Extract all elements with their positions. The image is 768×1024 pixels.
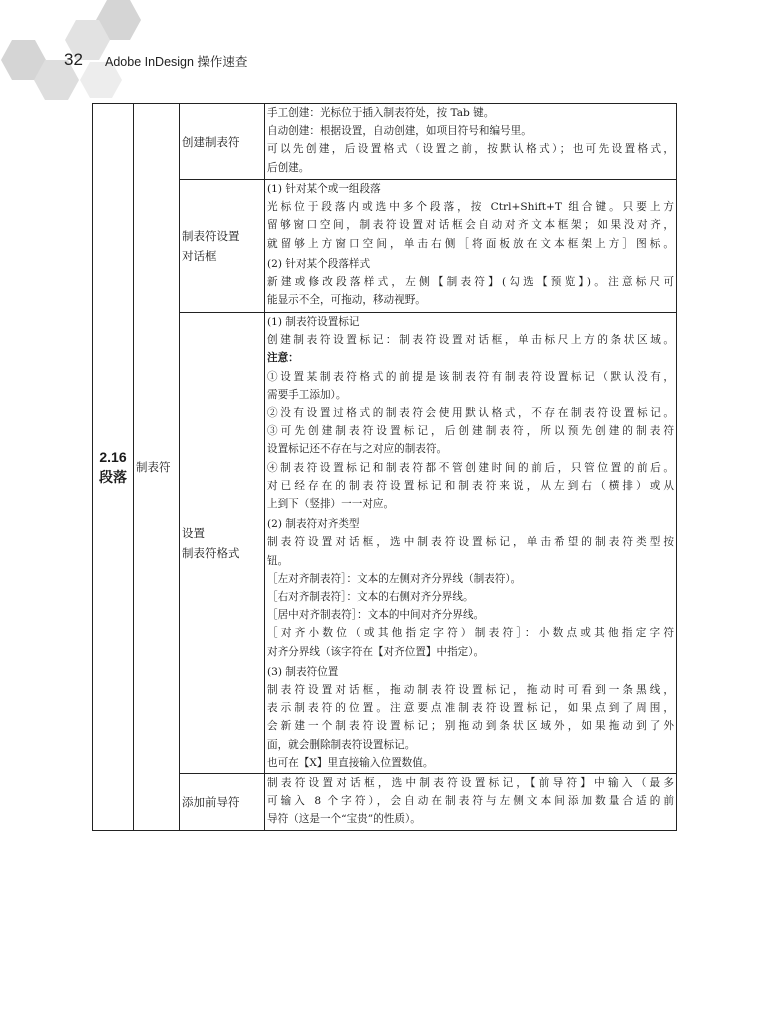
content-line: 后创建。	[267, 161, 310, 174]
content-line: 制表符设置对话框，选中制表符设置标记，单击希望的制表符类型按	[267, 536, 674, 549]
content-line: 也可在【X】里直接输入位置数值。	[267, 756, 434, 769]
content-line: 对已经存在的制表符设置标记和制表符来说，从左到右（横排）或从	[267, 479, 674, 492]
content-line: (2) 针对某个段落样式	[267, 257, 371, 270]
content-line: 对齐分界线（该字符在【对齐位置】中指定）。	[267, 645, 485, 658]
content-line: 注意：	[267, 352, 299, 365]
reference-table	[92, 103, 677, 831]
content-line: 留够窗口空间，制表符设置对话框会自动对齐文本框架；如果没对齐，	[267, 219, 674, 232]
content-line: 表示制表符的位置。注意要点准制表符设置标记，如果点到了周围，	[267, 702, 674, 715]
subtopic-label: 设置	[182, 526, 205, 540]
section-cell	[93, 104, 134, 831]
content-line: 可以先创建，后设置格式（设置之前，按默认格式）；也可先设置格式，	[267, 143, 674, 156]
content-line: (1) 制表符设置标记	[267, 316, 360, 328]
category-cell: 制表符	[134, 104, 180, 831]
subtopic-label: 添加前导符	[182, 795, 240, 809]
content-line: 能显示不全，可拖动，移动视野。	[267, 294, 426, 307]
content-line: ［居中对齐制表符］：文本的中间对齐分界线。	[267, 609, 485, 622]
table-row	[93, 104, 677, 180]
content-line: 制表符设置对话框，选中制表符设置标记，【前导符】中输入（最多	[267, 777, 674, 789]
content-line: 光标位于段落内或选中多个段落，按 Ctrl+Shift+T 组合键。只要上方	[267, 201, 674, 214]
section-name: 段落	[99, 469, 127, 485]
content-line: 导符（这是一个“宝贵”的性质）。	[267, 813, 421, 826]
content-line: ①设置某制表符格式的前提是该制表符有制表符设置标记（默认没有，	[267, 370, 674, 383]
subtopic-create-tab	[180, 104, 265, 180]
content-line: 制表符设置对话框，拖动制表符设置标记，拖动时可看到一条黑线，	[267, 684, 674, 697]
subtopic-tab-dialog	[180, 180, 265, 313]
content-line: 自动创建：根据设置，自动创建，如项目符号和编号里。	[267, 125, 532, 138]
subtopic-label: 创建制表符	[182, 134, 240, 149]
content-line: 面，就会删除制表符设置标记。	[267, 738, 416, 751]
content-line: ［左对齐制表符］：文本的左侧对齐分界线（制表符）。	[267, 572, 522, 585]
content-line: 手工创建：光标位于插入制表符处，按 Tab 键。	[267, 107, 495, 119]
content-line: 就留够上方窗口空间，单击右侧［将面板放在文本框架上方］图标。	[267, 237, 674, 250]
page-number: 32	[64, 50, 83, 69]
book-title: Adobe InDesign 操作速查	[105, 55, 248, 69]
content-line: ③可先创建制表符设置标记，后创建制表符，所以预先创建的制表符	[267, 425, 674, 438]
subtopic-add-leader	[180, 774, 265, 831]
subtopic-label: 制表符格式	[182, 546, 240, 560]
content-line: 需要手工添加）。	[267, 388, 347, 401]
table-row	[93, 774, 677, 831]
content-line: (3) 制表符位置	[267, 665, 339, 678]
content-line: ［对齐小数位（或其他指定字符）制表符］：小数点或其他指定字符	[267, 627, 674, 640]
content-line: 设置标记还不存在与之对应的制表符。	[267, 443, 448, 456]
content-add-leader	[265, 774, 677, 831]
subtopic-label: 制表符设置	[182, 229, 240, 243]
content-line: ④制表符设置标记和制表符都不管创建时间的前后，只管位置的前后。	[267, 461, 674, 474]
subtopic-label: 对话框	[182, 249, 217, 263]
content-line: (1) 针对某个或一组段落	[267, 183, 381, 195]
table-row	[93, 180, 677, 313]
content-line: 钮。	[267, 554, 289, 567]
table-row	[93, 313, 677, 774]
content-line: 上到下（竖排）一一对应。	[267, 498, 395, 511]
content-line: 创建制表符设置标记：制表符设置对话框，单击标尺上方的条状区域。	[267, 334, 674, 347]
content-tab-dialog	[265, 180, 677, 313]
content-tab-format	[265, 313, 677, 774]
content-line: ②没有设置过格式的制表符会使用默认格式，不存在制表符设置标记。	[267, 407, 674, 420]
content-line: (2) 制表符对齐类型	[267, 518, 360, 531]
content-line: 新建或修改段落样式，左侧【制表符】(勾选【预览】)。注意标尺可	[267, 276, 674, 289]
content-line: 可输入 8 个字符），会自动在制表符与左侧文本间添加数量合适的前	[267, 795, 674, 808]
content-line: 会新建一个制表符设置标记；别拖动到条状区域外，如果拖动到了外	[267, 720, 674, 733]
content-create-tab	[265, 104, 677, 180]
subtopic-tab-format	[180, 313, 265, 774]
content-line: ［右对齐制表符］：文本的右侧对齐分界线。	[267, 591, 474, 604]
section-number: 2.16	[99, 449, 127, 465]
